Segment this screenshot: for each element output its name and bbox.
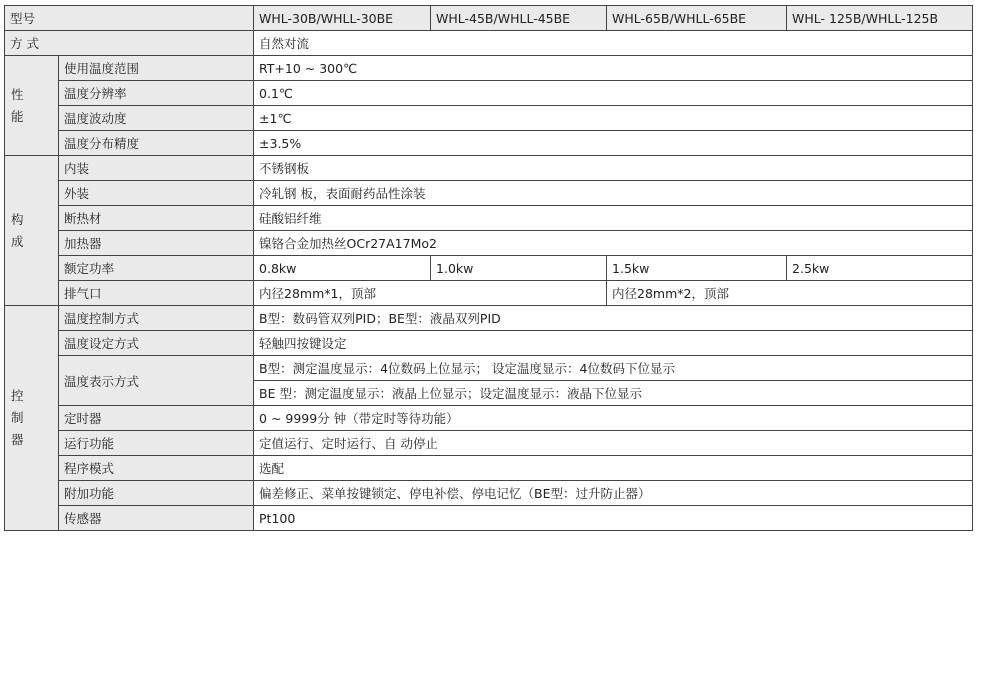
spec-row (5, 431, 973, 456)
spec-row (5, 281, 973, 306)
model-label: 型号 (5, 6, 254, 31)
row-label: 程序模式 (59, 456, 254, 481)
row-value: B型：数码管双列PID；BE型：液晶双列PID (254, 306, 973, 331)
spec-row (5, 306, 973, 331)
row-label: 温度分布精度 (59, 131, 254, 156)
method-label: 方 式 (5, 31, 254, 56)
row-value: 轻触四按键设定 (254, 331, 973, 356)
spec-row (5, 256, 973, 281)
row-label: 定时器 (59, 406, 254, 431)
spec-row (5, 106, 973, 131)
row-value: 镍铬合金加热丝OCr27A17Mo2 (254, 231, 973, 256)
header-row (5, 6, 973, 31)
row-value: 不锈钢板 (254, 156, 973, 181)
row-label: 传感器 (59, 506, 254, 531)
row-value: RT+10 ~ 300℃ (254, 56, 973, 81)
group-construction (5, 156, 59, 306)
power-value: 1.5kw (607, 256, 787, 281)
spec-table (4, 5, 973, 531)
power-value: 1.0kw (431, 256, 607, 281)
row-label: 排气口 (59, 281, 254, 306)
spec-row (5, 481, 973, 506)
row-value: 0.1℃ (254, 81, 973, 106)
spec-row (5, 131, 973, 156)
row-value: ±1℃ (254, 106, 973, 131)
row-label: 温度波动度 (59, 106, 254, 131)
row-value: BE 型：测定温度显示：液晶上位显示；设定温度显示：液晶下位显示 (254, 381, 973, 406)
row-label: 外装 (59, 181, 254, 206)
power-value: 2.5kw (787, 256, 973, 281)
group-char: 性 (11, 86, 24, 102)
row-value: 0 ~ 9999分 钟（带定时等待功能） (254, 406, 973, 431)
exhaust-value: 内径28mm*2，顶部 (607, 281, 973, 306)
row-value: 冷轧钢 板，表面耐药品性涂装 (254, 181, 973, 206)
spec-row (5, 81, 973, 106)
row-label: 内装 (59, 156, 254, 181)
row-label: 断热材 (59, 206, 254, 231)
row-value: 定值运行、定时运行、自 动停止 (254, 431, 973, 456)
spec-row (5, 156, 973, 181)
group-controller (5, 306, 59, 531)
row-value: 硅酸铝纤维 (254, 206, 973, 231)
spec-row (5, 206, 973, 231)
spec-row (5, 56, 973, 81)
group-char: 构 (11, 211, 24, 227)
model-cell: WHL-65B/WHLL-65BE (607, 6, 787, 31)
row-value: 偏差修正、菜单按键锁定、停电补偿、停电记忆（BE型：过升防止器） (254, 481, 973, 506)
model-cell: WHL-30B/WHLL-30BE (254, 6, 431, 31)
row-label: 温度表示方式 (59, 356, 254, 406)
spec-row (5, 181, 973, 206)
group-char: 制 (11, 410, 24, 425)
row-value: B型：测定温度显示：4位数码上位显示； 设定温度显示：4位数码下位显示 (254, 356, 973, 381)
group-performance (5, 56, 59, 156)
model-cell: WHL-45B/WHLL-45BE (431, 6, 607, 31)
spec-table-container (4, 5, 973, 531)
spec-row (5, 356, 973, 381)
row-label: 使用温度范围 (59, 56, 254, 81)
spec-row (5, 331, 973, 356)
row-label: 温度设定方式 (59, 331, 254, 356)
exhaust-value: 内径28mm*1，顶部 (254, 281, 607, 306)
spec-row (5, 406, 973, 431)
row-label: 额定功率 (59, 256, 254, 281)
group-char: 能 (11, 108, 24, 124)
group-char: 器 (11, 432, 24, 447)
method-value: 自然对流 (254, 31, 973, 56)
spec-row (5, 506, 973, 531)
row-label: 温度控制方式 (59, 306, 254, 331)
row-value: 选配 (254, 456, 973, 481)
row-label: 加热器 (59, 231, 254, 256)
group-char: 控 (11, 388, 24, 403)
spec-row (5, 231, 973, 256)
spec-row (5, 456, 973, 481)
row-value: ±3.5% (254, 131, 973, 156)
group-char: 成 (11, 233, 24, 249)
row-value: Pt100 (254, 506, 973, 531)
method-row (5, 31, 973, 56)
row-label: 运行功能 (59, 431, 254, 456)
power-value: 0.8kw (254, 256, 431, 281)
model-cell: WHL- 125B/WHLL-125B (787, 6, 973, 31)
row-label: 温度分辨率 (59, 81, 254, 106)
row-label: 附加功能 (59, 481, 254, 506)
